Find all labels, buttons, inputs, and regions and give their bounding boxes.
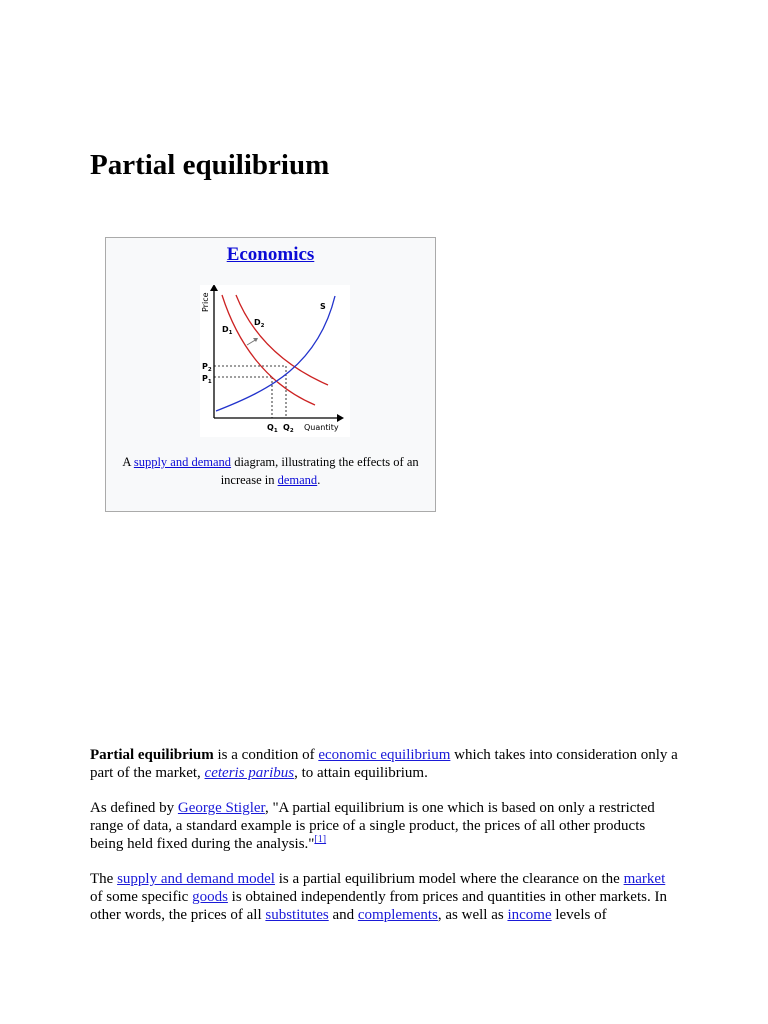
intro-paragraph: Partial equilibrium is a condition of economic equilibrium which takes into consideration only a part of the market, ceteris paribus, to attain equilibrium. [90, 747, 678, 781]
quantity-axis-arrow [337, 414, 344, 422]
supply-and-demand-model-link[interactable]: supply and demand model [117, 871, 275, 887]
infobox-caption: A supply and demand diagram, illustrating the effects of an increase in demand. [122, 455, 419, 487]
model-paragraph: The supply and demand model is a partial equilibrium model where the clearance on the market of some specific goods is obtained independently from prices and quantities in other markets. In other words, the prices of all substitutes and complements, as well as income levels of [90, 871, 667, 923]
p2-label: $P_2$ [202, 362, 212, 373]
goods-link[interactable]: goods [192, 889, 228, 905]
substitutes-link[interactable]: substitutes [265, 907, 329, 923]
q1-label: $Q_1$ [267, 423, 278, 434]
economic-equilibrium-link[interactable]: economic equilibrium [318, 747, 451, 763]
article-body [90, 746, 680, 941]
market-link[interactable]: market [623, 871, 666, 887]
price-axis-label: Price [201, 292, 210, 312]
income-link[interactable]: income [507, 907, 552, 923]
term-bold: Partial equilibrium [90, 747, 214, 763]
p1-label: $P_1$ [202, 374, 212, 385]
q2-label: $Q_2$ [283, 423, 294, 434]
demand-curve-d2 [236, 295, 328, 385]
george-stigler-link[interactable]: George Stigler [177, 800, 265, 816]
infobox-title [106, 243, 435, 267]
quantity-axis-label: Quantity [304, 423, 339, 432]
reference-1-link[interactable]: [1] [314, 834, 327, 845]
supply-and-demand-link[interactable]: supply and demand [133, 455, 232, 469]
price-axis-arrow [210, 285, 218, 291]
page-title: Partial equilibrium [90, 149, 330, 181]
supply-curve [216, 296, 335, 411]
supply-label: S [320, 302, 326, 311]
demand-curve-d1 [222, 295, 315, 405]
supply-demand-diagram[interactable] [200, 285, 350, 437]
economics-link[interactable]: Economics [226, 244, 315, 265]
d2-label: $D_2$ [254, 318, 265, 329]
d1-label: $D_1$ [222, 325, 233, 336]
ceteris-paribus-link[interactable]: ceteris paribus [204, 765, 295, 781]
stigler-paragraph: As defined by George Stigler, "A partial equilibrium is one which is based on only a restricted range of data, a standard example is price of a single product, the prices of all other products being held fixed during the analysis."[1] [90, 800, 655, 852]
complements-link[interactable]: complements [357, 907, 438, 923]
economics-infobox [105, 237, 436, 512]
demand-link[interactable]: demand [277, 473, 318, 487]
